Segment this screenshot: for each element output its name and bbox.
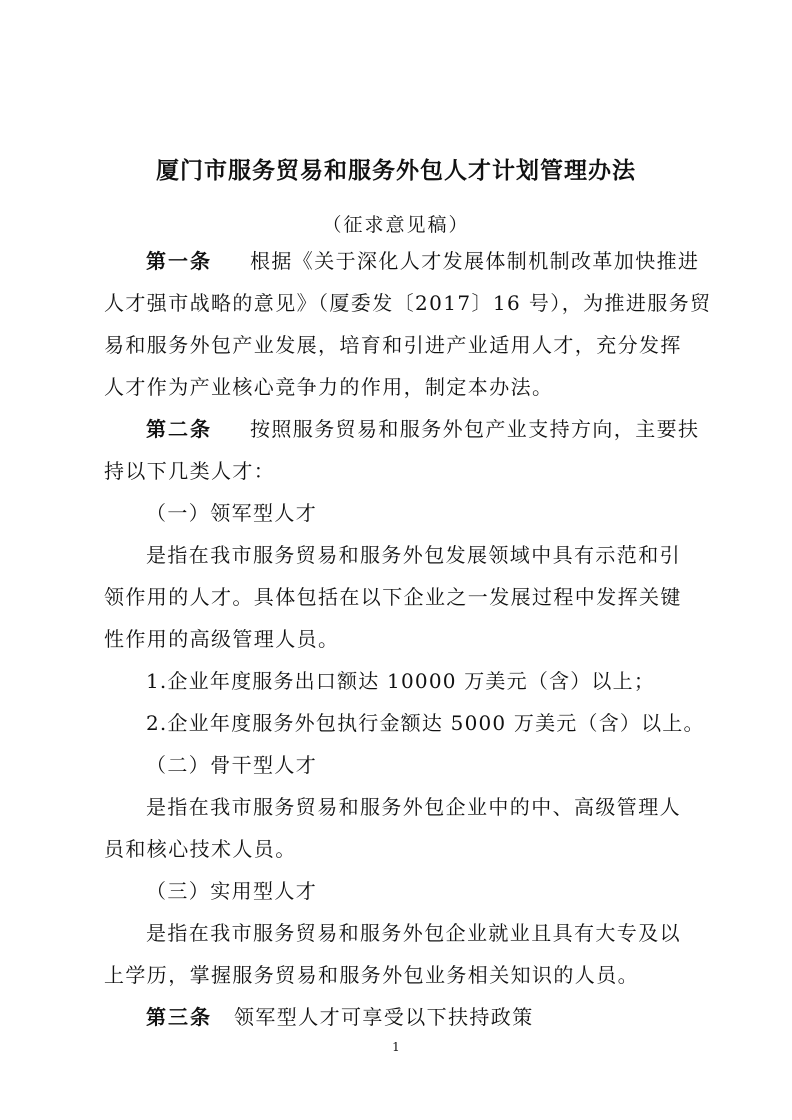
article-1-line-4: 人才作为产业核心竞争力的作用，制定本办法。 <box>104 375 554 399</box>
category-1-line-4: 1.企业年度服务出口额达 10000 万美元（含）以上； <box>146 669 656 693</box>
article-2-label: 第二条 <box>146 417 212 441</box>
category-1-line-3: 性作用的高级管理人员。 <box>104 627 340 651</box>
article-2-first-line <box>146 416 706 442</box>
article-2-line-1: 按照服务贸易和服务外包产业支持方向，主要扶 <box>250 417 700 441</box>
document-subtitle: （征求意见稿） <box>322 214 470 236</box>
article-1-label: 第一条 <box>146 249 212 273</box>
category-1-line-2: 领作用的人才。具体包括在以下企业之一发展过程中发挥关键 <box>104 585 682 609</box>
category-3-heading: （三）实用型人才 <box>146 879 318 903</box>
category-2-line-2: 员和核心技术人员。 <box>104 837 297 861</box>
category-1-line-5: 2.企业年度服务外包执行金额达 5000 万美元（含）以上。 <box>146 711 705 735</box>
article-1-first-line <box>146 248 706 274</box>
category-1-line-1: 是指在我市服务贸易和服务外包发展领域中具有示范和引 <box>146 543 681 567</box>
article-1-line-2: 人才强市战略的意见》（厦委发〔2017〕16 号），为推进服务贸 <box>104 291 712 315</box>
category-3-line-1: 是指在我市服务贸易和服务外包企业就业且具有大专及以 <box>146 921 681 945</box>
article-1-line-1: 根据《关于深化人才发展体制机制改革加快推进 <box>250 249 700 273</box>
category-2-heading: （二）骨干型人才 <box>146 753 318 777</box>
category-3-line-2: 上学历，掌握服务贸易和服务外包业务相关知识的人员。 <box>104 963 639 987</box>
article-3-line <box>146 1004 706 1030</box>
document-title: 厦门市服务贸易和服务外包人才计划管理办法 <box>156 158 636 184</box>
article-2-line-2: 持以下几类人才： <box>104 459 276 483</box>
category-2-line-1: 是指在我市服务贸易和服务外包企业中的中、高级管理人 <box>146 795 681 819</box>
article-3-text: 领军型人才可享受以下扶持政策 <box>234 1005 534 1029</box>
article-1-line-3: 易和服务外包产业发展，培育和引进产业适用人才，充分发挥 <box>104 333 682 357</box>
category-1-heading: （一）领军型人才 <box>146 501 318 525</box>
article-3-label: 第三条 <box>146 1005 212 1029</box>
page-number: 1 <box>392 1040 400 1054</box>
